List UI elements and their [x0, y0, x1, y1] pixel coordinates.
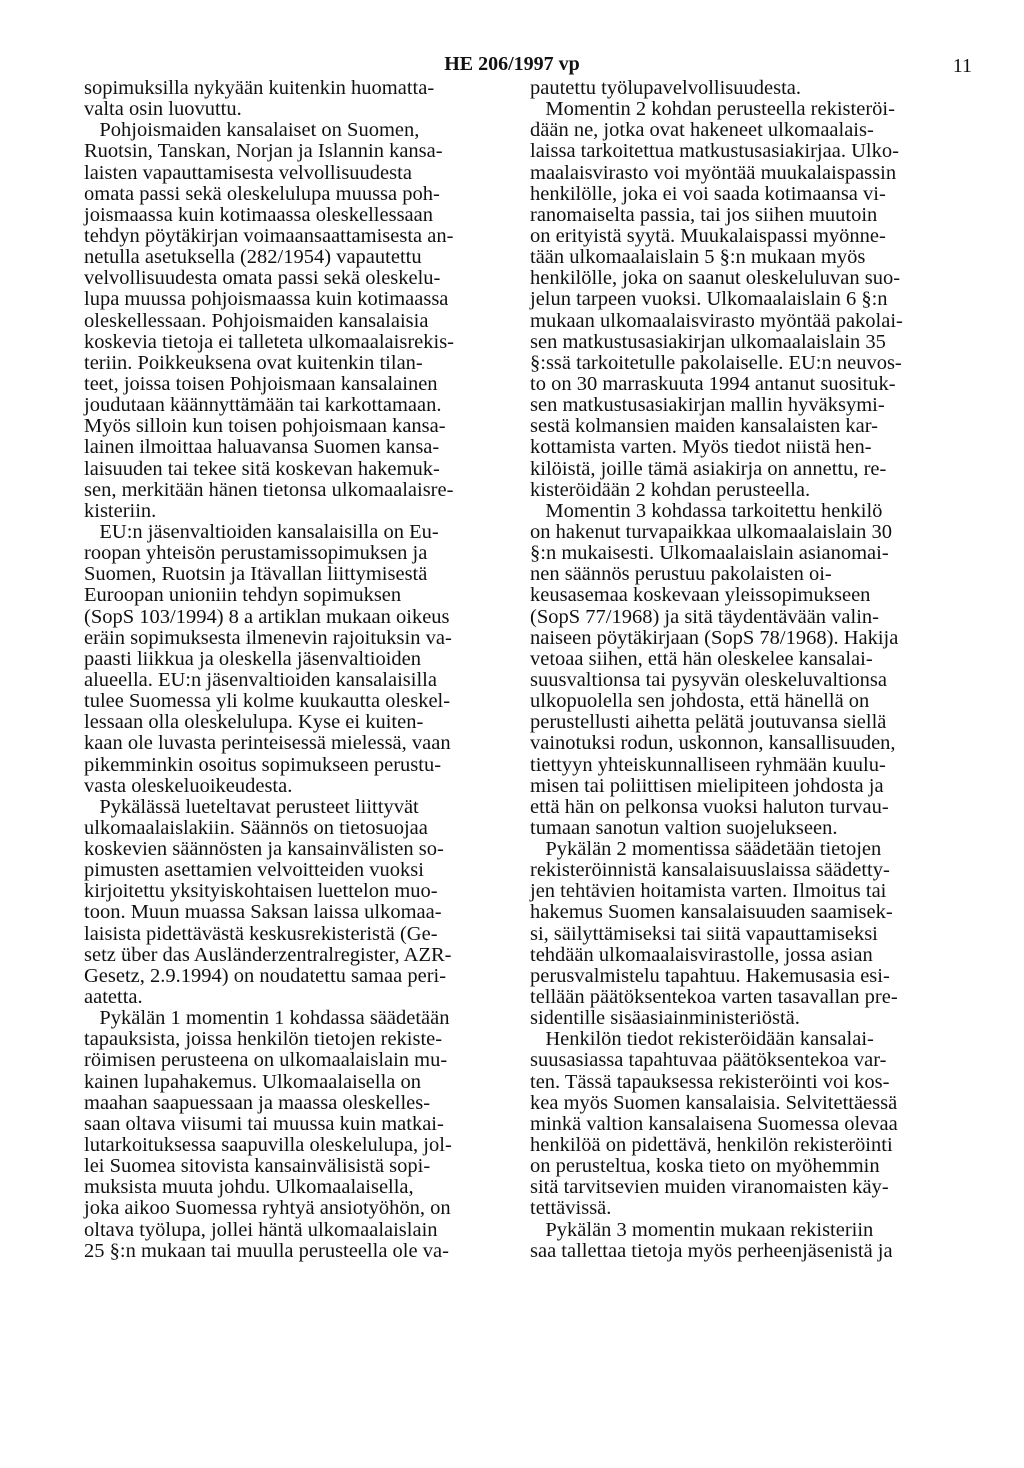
text-line: lei Suomea sitovista kansainvälisistä sopi- [84, 1155, 431, 1178]
text-line: oleskellessaan. Pohjoismaiden kansalaisia [84, 309, 429, 332]
text-line: maahan saapuessaan ja maassa oleskelles- [84, 1091, 431, 1114]
text-line: on hakenut turvapaikkaa ulkomaalaislain 30 [530, 520, 893, 543]
text-line: kea myös Suomen kansalaisia. Selvitettäessä [530, 1091, 898, 1114]
text-line: koskevien säännösten ja kansainvälisten so- [84, 838, 444, 861]
text-line: valta osin luovuttu. [84, 98, 242, 121]
text-line: Henkilön tiedot rekisteröidään kansalai- [530, 1028, 874, 1051]
text-line: laissa tarkoitettua matkustusasiakirjaa. Ulko- [530, 140, 899, 163]
left-text-column [84, 78, 516, 1262]
text-line: lutarkoituksessa saapuvilla oleskelulupa, jol- [84, 1134, 452, 1157]
text-line: kainen lupahakemus. Ulkomaalaisella on [84, 1070, 422, 1093]
text-line: saan oltava viisumi tai muussa kuin matkai- [84, 1112, 444, 1135]
text-line: rekisteröinnistä kansalaisuuslaissa säädetty- [530, 859, 890, 882]
text-line: suusvaltionsa tai pysyvän oleskeluvaltionsa [530, 668, 887, 691]
text-line: tettävissä. [530, 1197, 612, 1220]
text-line: roopan yhteisön perustamissopimuksen ja [84, 542, 428, 565]
text-line: tään ulkomaalaislain 5 §:n mukaan myös [530, 246, 866, 269]
text-line: henkilölle, joka on saanut oleskeluluvan suo- [530, 267, 901, 290]
text-line: nen säännös perustuu pakolaisten oi- [530, 563, 832, 586]
text-line: henkilölle, joka ei voi saada kotimaansa vi- [530, 182, 886, 205]
text-line: että hän on pelkonsa vuoksi haluton turvau- [530, 795, 889, 818]
text-line: to on 30 marraskuuta 1994 antanut suosituk- [530, 372, 896, 395]
text-line: maalaisvirasto voi myöntää muukalaispassin [530, 161, 897, 184]
text-line: Myös silloin kun toisen pohjoismaan kansa- [84, 415, 446, 438]
text-line: joka aikoo Suomessa ryhtyä ansiotyöhön, on [84, 1197, 451, 1220]
text-line: §:n mukaisesti. Ulkomaalaislain asianomai- [530, 542, 889, 565]
text-line: kirjoitettu yksityiskohtaisen luettelon muo- [84, 880, 438, 903]
text-line: toon. Muun muassa Saksan laissa ulkomaa- [84, 901, 442, 924]
text-line: tehdyn pöytäkirjan voimaansaattamisesta an- [84, 224, 454, 247]
text-line: sen matkustusasiakirjan mallin hyväksymi- [530, 394, 885, 417]
text-line: tehdään ulkomaalaisvirastolle, jossa asian [530, 943, 873, 966]
text-line: (SopS 103/1994) 8 a artiklan mukaan oikeus [84, 605, 450, 628]
text-line: Euroopan unioniin tehdyn sopimuksen [84, 584, 402, 607]
text-line: velvollisuudesta omata passi sekä oleskelu- [84, 267, 441, 290]
text-line: tiettyyn yhteiskunnalliseen ryhmään kuulu- [530, 753, 886, 776]
text-line: mukaan ulkomaalaisvirasto myöntää pakolai- [530, 309, 903, 332]
text-line: dään ne, jotka ovat hakeneet ulkomaalais- [530, 119, 874, 142]
text-line: misen tai poliittisen mielipiteen johdosta ja [530, 774, 884, 797]
text-line: on erityistä syytä. Muukalaispassi myönne- [530, 224, 886, 247]
text-line: vainotuksi rodun, uskonnon, kansallisuuden, [530, 732, 896, 755]
text-line: sen matkustusasiakirjan ulkomaalaislain 35 [530, 330, 886, 353]
text-line: ulkomaalaislakiin. Säännös on tietosuojaa [84, 816, 428, 839]
text-line: vetoaa siihen, että hän oleskelee kansalai- [530, 647, 873, 670]
text-line: kisteriin. [84, 499, 157, 522]
text-line: EU:n jäsenvaltioiden kansalaisilla on Eu- [84, 520, 439, 543]
text-line: Momentin 3 kohdassa tarkoitettu henkilö [530, 499, 883, 522]
text-line: teriin. Poikkeuksena ovat kuitenkin tilan- [84, 351, 423, 374]
text-line: Ruotsin, Tanskan, Norjan ja Islannin kansa- [84, 140, 443, 163]
text-line: keusasemaa koskevaan yleissopimukseen [530, 584, 871, 607]
text-line: oltava työlupa, jollei häntä ulkomaalaislain [84, 1218, 438, 1241]
text-line: alueella. EU:n jäsenvaltioiden kansalaisilla [84, 668, 437, 691]
text-line: Pohjoismaiden kansalaiset on Suomen, [84, 119, 420, 142]
text-line: Pykälän 1 momentin 1 kohdassa säädetään [84, 1007, 450, 1030]
text-line: ten. Tässä tapauksessa rekisteröinti voi kos- [530, 1070, 890, 1093]
text-line: naiseen pöytäkirjaan (SopS 78/1968). Hakija [530, 626, 899, 649]
text-line: joudutaan käännyttämään tai karkottamaan. [84, 394, 442, 417]
text-line: sopimuksilla nykyään kuitenkin huomatta- [84, 77, 435, 99]
text-line: tapauksista, joissa henkilön tietojen rekiste- [84, 1028, 443, 1051]
text-line: laisuuden tai tekee sitä koskevan hakemuk- [84, 457, 440, 480]
text-line: lainen ilmoittaa haluavansa Suomen kansa- [84, 436, 440, 459]
text-line: Momentin 2 kohdan perusteella rekisteröi- [530, 98, 895, 121]
text-line: Suomen, Ruotsin ja Itävallan liittymisestä [84, 563, 428, 586]
text-line: hakemus Suomen kansalaisuuden saamisek- [530, 901, 893, 924]
text-line: tellään päätöksentekoa varten tasavallan pre- [530, 986, 898, 1009]
text-line: tumaan sanotun valtion suojelukseen. [530, 816, 838, 839]
text-line: ulkopuolella sen johdosta, että hänellä on [530, 690, 870, 713]
text-line: jen tehtävien hoitamista varten. Ilmoitus tai [530, 880, 887, 903]
text-line: eräin sopimuksesta ilmenevin rajoituksin va- [84, 626, 452, 649]
text-line: si, säilyttämiseksi tai siitä vapauttamiseksi [530, 922, 878, 945]
text-line: laisten vapauttamisesta velvollisuudesta [84, 161, 412, 184]
text-line: jelun tarpeen vuoksi. Ulkomaalaislain 6 §:n [530, 288, 888, 311]
text-line: setz über das Ausländerzentralregister, AZR- [84, 943, 452, 966]
text-line: pautettu työlupavelvollisuudesta. [530, 77, 802, 99]
text-line: pimusten asettamien velvoitteiden vuoksi [84, 859, 424, 882]
text-line: on perusteltua, koska tieto on myöhemmin [530, 1155, 880, 1178]
text-line: perusvalmistelu tapahtuu. Hakemusasia esi- [530, 964, 890, 987]
text-line: sitä tarvitsevien muiden viranomaisten käy- [530, 1176, 889, 1199]
page-number: 11 [952, 55, 972, 77]
text-line: Pykälässä lueteltavat perusteet liittyvät [84, 795, 419, 818]
text-line: koskevia tietoja ei talleteta ulkomaalaisrekis- [84, 330, 455, 353]
text-line: omata passi sekä oleskelulupa muussa poh- [84, 182, 440, 205]
text-line: sestä kolmansien maiden kansalaisten kar- [530, 415, 878, 438]
text-line: perustellusti aihetta pelätä joutuvansa siellä [530, 711, 887, 734]
text-line: §:ssä tarkoitetulle pakolaiselle. EU:n neuvos- [530, 351, 902, 374]
text-line: (SopS 77/1968) ja sitä täydentävään valin- [530, 605, 879, 628]
text-line: saa tallettaa tietoja myös perheenjäsenistä ja [530, 1239, 893, 1262]
text-line: laisista pidettävästä keskusrekisteristä (Ge- [84, 922, 438, 945]
text-line: Pykälän 2 momentissa säädetään tietojen [530, 838, 882, 861]
text-line: kottamista varten. Myös tiedot niistä hen- [530, 436, 872, 459]
text-line: lessaan olla oleskelulupa. Kyse ei kuiten- [84, 711, 424, 734]
text-line: sidentille sisäasiainministeriöstä. [530, 1007, 800, 1030]
text-line: teet, joissa toisen Pohjoismaan kansalainen [84, 372, 438, 395]
text-line: tulee Suomessa yli kolme kuukautta oleskel- [84, 690, 451, 713]
text-line: suusasiassa tapahtuvaa päätöksentekoa var- [530, 1049, 887, 1072]
text-line: joismaassa kuin kotimaassa oleskellessaan [84, 203, 433, 226]
text-line: henkilöä on pidettävä, henkilön rekisteröinti [530, 1134, 893, 1157]
text-line: netulla asetuksella (282/1954) vapautettu [84, 246, 422, 269]
text-line: Pykälän 3 momentin mukaan rekisteriin [530, 1218, 874, 1241]
text-line: röimisen perusteena on ulkomaalaislain mu- [84, 1049, 448, 1072]
text-line: minkä valtion kansalaisena Suomessa olevaa [530, 1112, 898, 1135]
text-line: aatetta. [84, 986, 143, 1009]
text-line: paasti liikkua ja oleskella jäsenvaltioiden [84, 647, 422, 670]
text-line: vasta oleskeluoikeudesta. [84, 774, 293, 797]
text-line: sen, merkitään hänen tietonsa ulkomaalaisre- [84, 478, 454, 501]
text-line: kisteröidään 2 kohdan perusteella. [530, 478, 811, 501]
text-line: pikemminkin osoitus sopimukseen perustu- [84, 753, 442, 776]
text-line: kaan ole luvasta perinteisessä mielessä, vaan [84, 732, 451, 755]
running-header: HE 206/1997 vp [444, 53, 580, 75]
right-text-column [530, 78, 962, 1262]
text-line: lupa muussa pohjoismaassa kuin kotimaassa [84, 288, 449, 311]
text-line: Gesetz, 2.9.1994) on noudatettu samaa peri- [84, 964, 447, 987]
text-line: muksista muuta johdu. Ulkomaalaisella, [84, 1176, 414, 1199]
text-line: 25 §:n mukaan tai muulla perusteella ole va- [84, 1239, 449, 1262]
text-line: ranomaiselta passia, tai jos siihen muutoin [530, 203, 878, 226]
text-line: kilöistä, joille tämä asiakirja on annettu, re- [530, 457, 887, 480]
